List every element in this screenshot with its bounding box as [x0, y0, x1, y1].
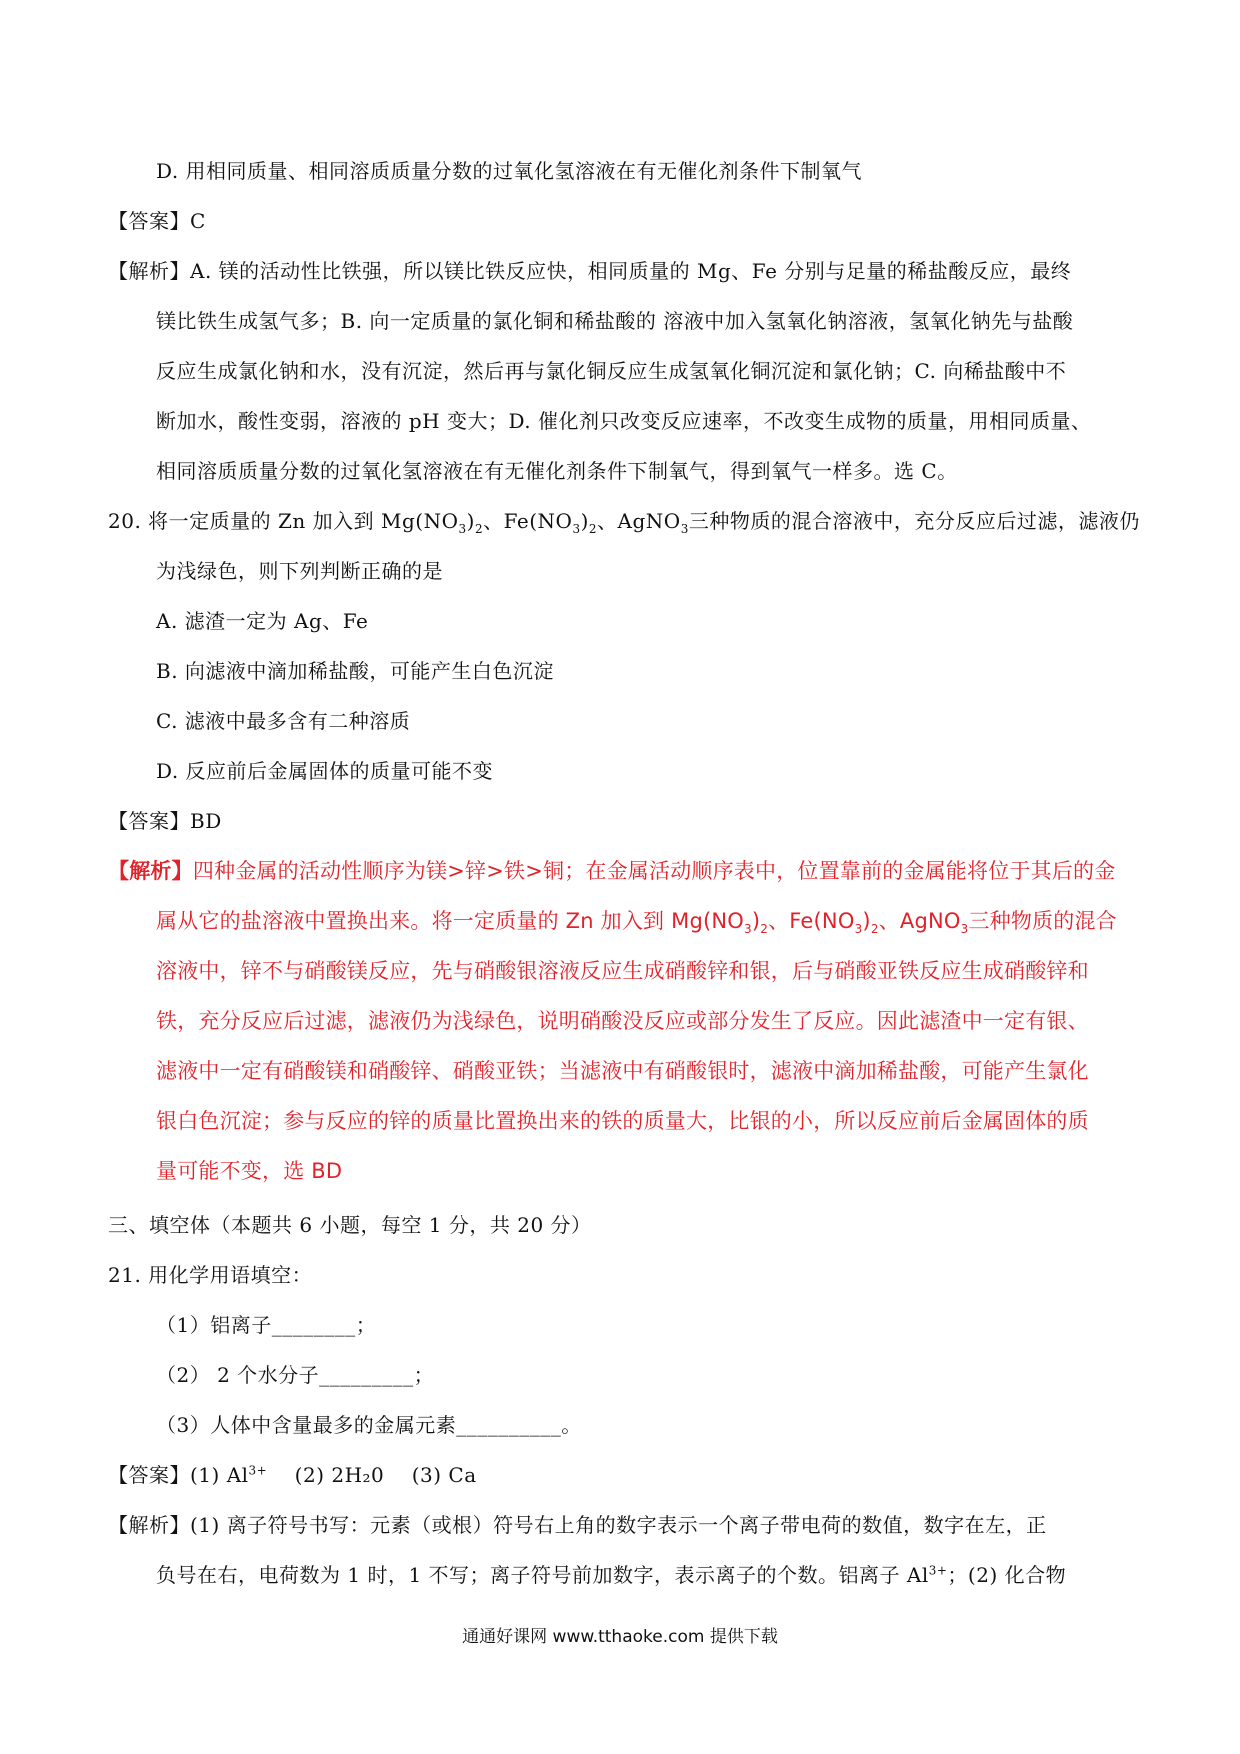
answer-label: 【答案】 — [108, 209, 190, 233]
page-footer: 通通好课网 www.tthaoke.com 提供下载 — [462, 1627, 778, 1647]
q20-answer — [108, 806, 222, 836]
answer-value: C — [190, 209, 206, 233]
analysis-prev-line-4: 断加水，酸性变弱，溶液的 pH 变大；D. 催化剂只改变反应速率，不改变生成物的质量，用相同质量、 — [156, 409, 1092, 433]
q20-option-b: B. 向滤液中滴加稀盐酸，可能产生白色沉淀 — [156, 659, 554, 683]
q21-item-2: （2） 2 个水分子_________； — [156, 1363, 435, 1387]
q21-analysis-line-1: 【解析】(1) 离子符号书写：元素（或根）符号右上角的数字表示一个离子带电荷的数值，数字在左，正 — [108, 1513, 1047, 1537]
q20-analysis-line-5: 滤液中一定有硝酸镁和硝酸锌、硝酸亚铁；当滤液中有硝酸银时，滤液中滴加稀盐酸，可能产生氯化 — [156, 1059, 1089, 1083]
section-3-title: 三、填空体（本题共 6 小题，每空 1 分，共 20 分） — [108, 1213, 592, 1237]
q21-item-1: （1）铝离子________； — [156, 1313, 377, 1337]
q21-stem: 21. 用化学用语填空： — [108, 1263, 313, 1287]
q20-option-a: A. 滤渣一定为 Ag、Fe — [156, 609, 369, 633]
analysis-label: 【解析】 — [108, 859, 193, 883]
analysis-prev-line-2: 镁比铁生成氢气多；B. 向一定质量的氯化铜和稀盐酸的 溶液中加入氢氧化钠溶液，氢氧化钠先与盐酸 — [156, 309, 1074, 333]
q21-item-3: （3）人体中含量最多的金属元素__________。 — [156, 1413, 582, 1437]
option-d-prev: D. 用相同质量、相同溶质质量分数的过氧化氢溶液在有无催化剂条件下制氧气 — [156, 159, 863, 183]
analysis-prev-line-1 — [108, 256, 1071, 286]
q20-option-d: D. 反应前后金属固体的质量可能不变 — [156, 759, 494, 783]
q21-answer: 【答案】(1) $Al^{3+}$ (2) 2H₂0 (3) Ca — [108, 1463, 477, 1487]
answer-prev — [108, 206, 206, 236]
q20-option-c: C. 滤液中最多含有二种溶质 — [156, 709, 411, 733]
q20-analysis-line-4: 铁，充分反应后过滤，滤液仍为浅绿色，说明硝酸没反应或部分发生了反应。因此滤渣中一定有银、 — [156, 1009, 1089, 1033]
q21-analysis-line-2: 负号在右，电荷数为 1 时，1 不写；离子符号前加数字，表示离子的个数。铝离子 $Al^{3+}$；(2) 化合物 — [156, 1563, 1067, 1587]
answer-label: 【答案】 — [108, 809, 190, 833]
q20-analysis-line-6: 银白色沉淀；参与反应的锌的质量比置换出来的铁的质量大，比银的小，所以反应前后金属固体的质 — [156, 1109, 1089, 1133]
analysis-label: 【解析】 — [108, 259, 190, 283]
analysis-label: 【解析】 — [108, 1513, 190, 1537]
q20-analysis-line-3: 溶液中，锌不与硝酸镁反应，先与硝酸银溶液反应生成硝酸锌和银，后与硝酸亚铁反应生成硝酸锌和 — [156, 959, 1089, 983]
q20-analysis-line-1: 【解析】四种金属的活动性顺序为镁>锌>铁>铜；在金属活动顺序表中，位置靠前的金属能将位于其后的金 — [108, 859, 1116, 883]
analysis-text: A. 镁的活动性比铁强，所以镁比铁反应快，相同质量的 Mg、Fe 分别与足量的稀盐酸反应，最终 — [190, 259, 1072, 283]
q21-number: 21. — [108, 1263, 142, 1287]
q20-number: 20. — [108, 509, 142, 533]
q20-stem-line-1: 20. 将一定质量的 Zn 加入到 $Mg(NO_3)_2$、$Fe(NO_3)_2$、AgNO$_3$三种物质的混合溶液中，充分反应后过滤，滤液仍 — [108, 509, 1140, 536]
answer-value: BD — [190, 809, 222, 833]
answer-label: 【答案】 — [108, 1463, 190, 1487]
q20-analysis-line-7: 量可能不变，选 BD — [156, 1159, 343, 1183]
q20-stem-line-2: 为浅绿色，则下列判断正确的是 — [156, 559, 443, 583]
analysis-prev-line-5: 相同溶质质量分数的过氧化氢溶液在有无催化剂条件下制氧气，得到氧气一样多。选 C。 — [156, 459, 958, 483]
analysis-prev-line-3: 反应生成氯化钠和水，没有沉淀，然后再与氯化铜反应生成氢氧化铜沉淀和氯化钠；C. 向稀盐酸中不 — [156, 359, 1067, 383]
q20-analysis-line-2: 属从它的盐溶液中置换出来。将一定质量的 Zn 加入到 $Mg(NO_3)_2$、$Fe(NO_3)_2$、AgNO$_3$三种物质的混合 — [156, 909, 1117, 937]
